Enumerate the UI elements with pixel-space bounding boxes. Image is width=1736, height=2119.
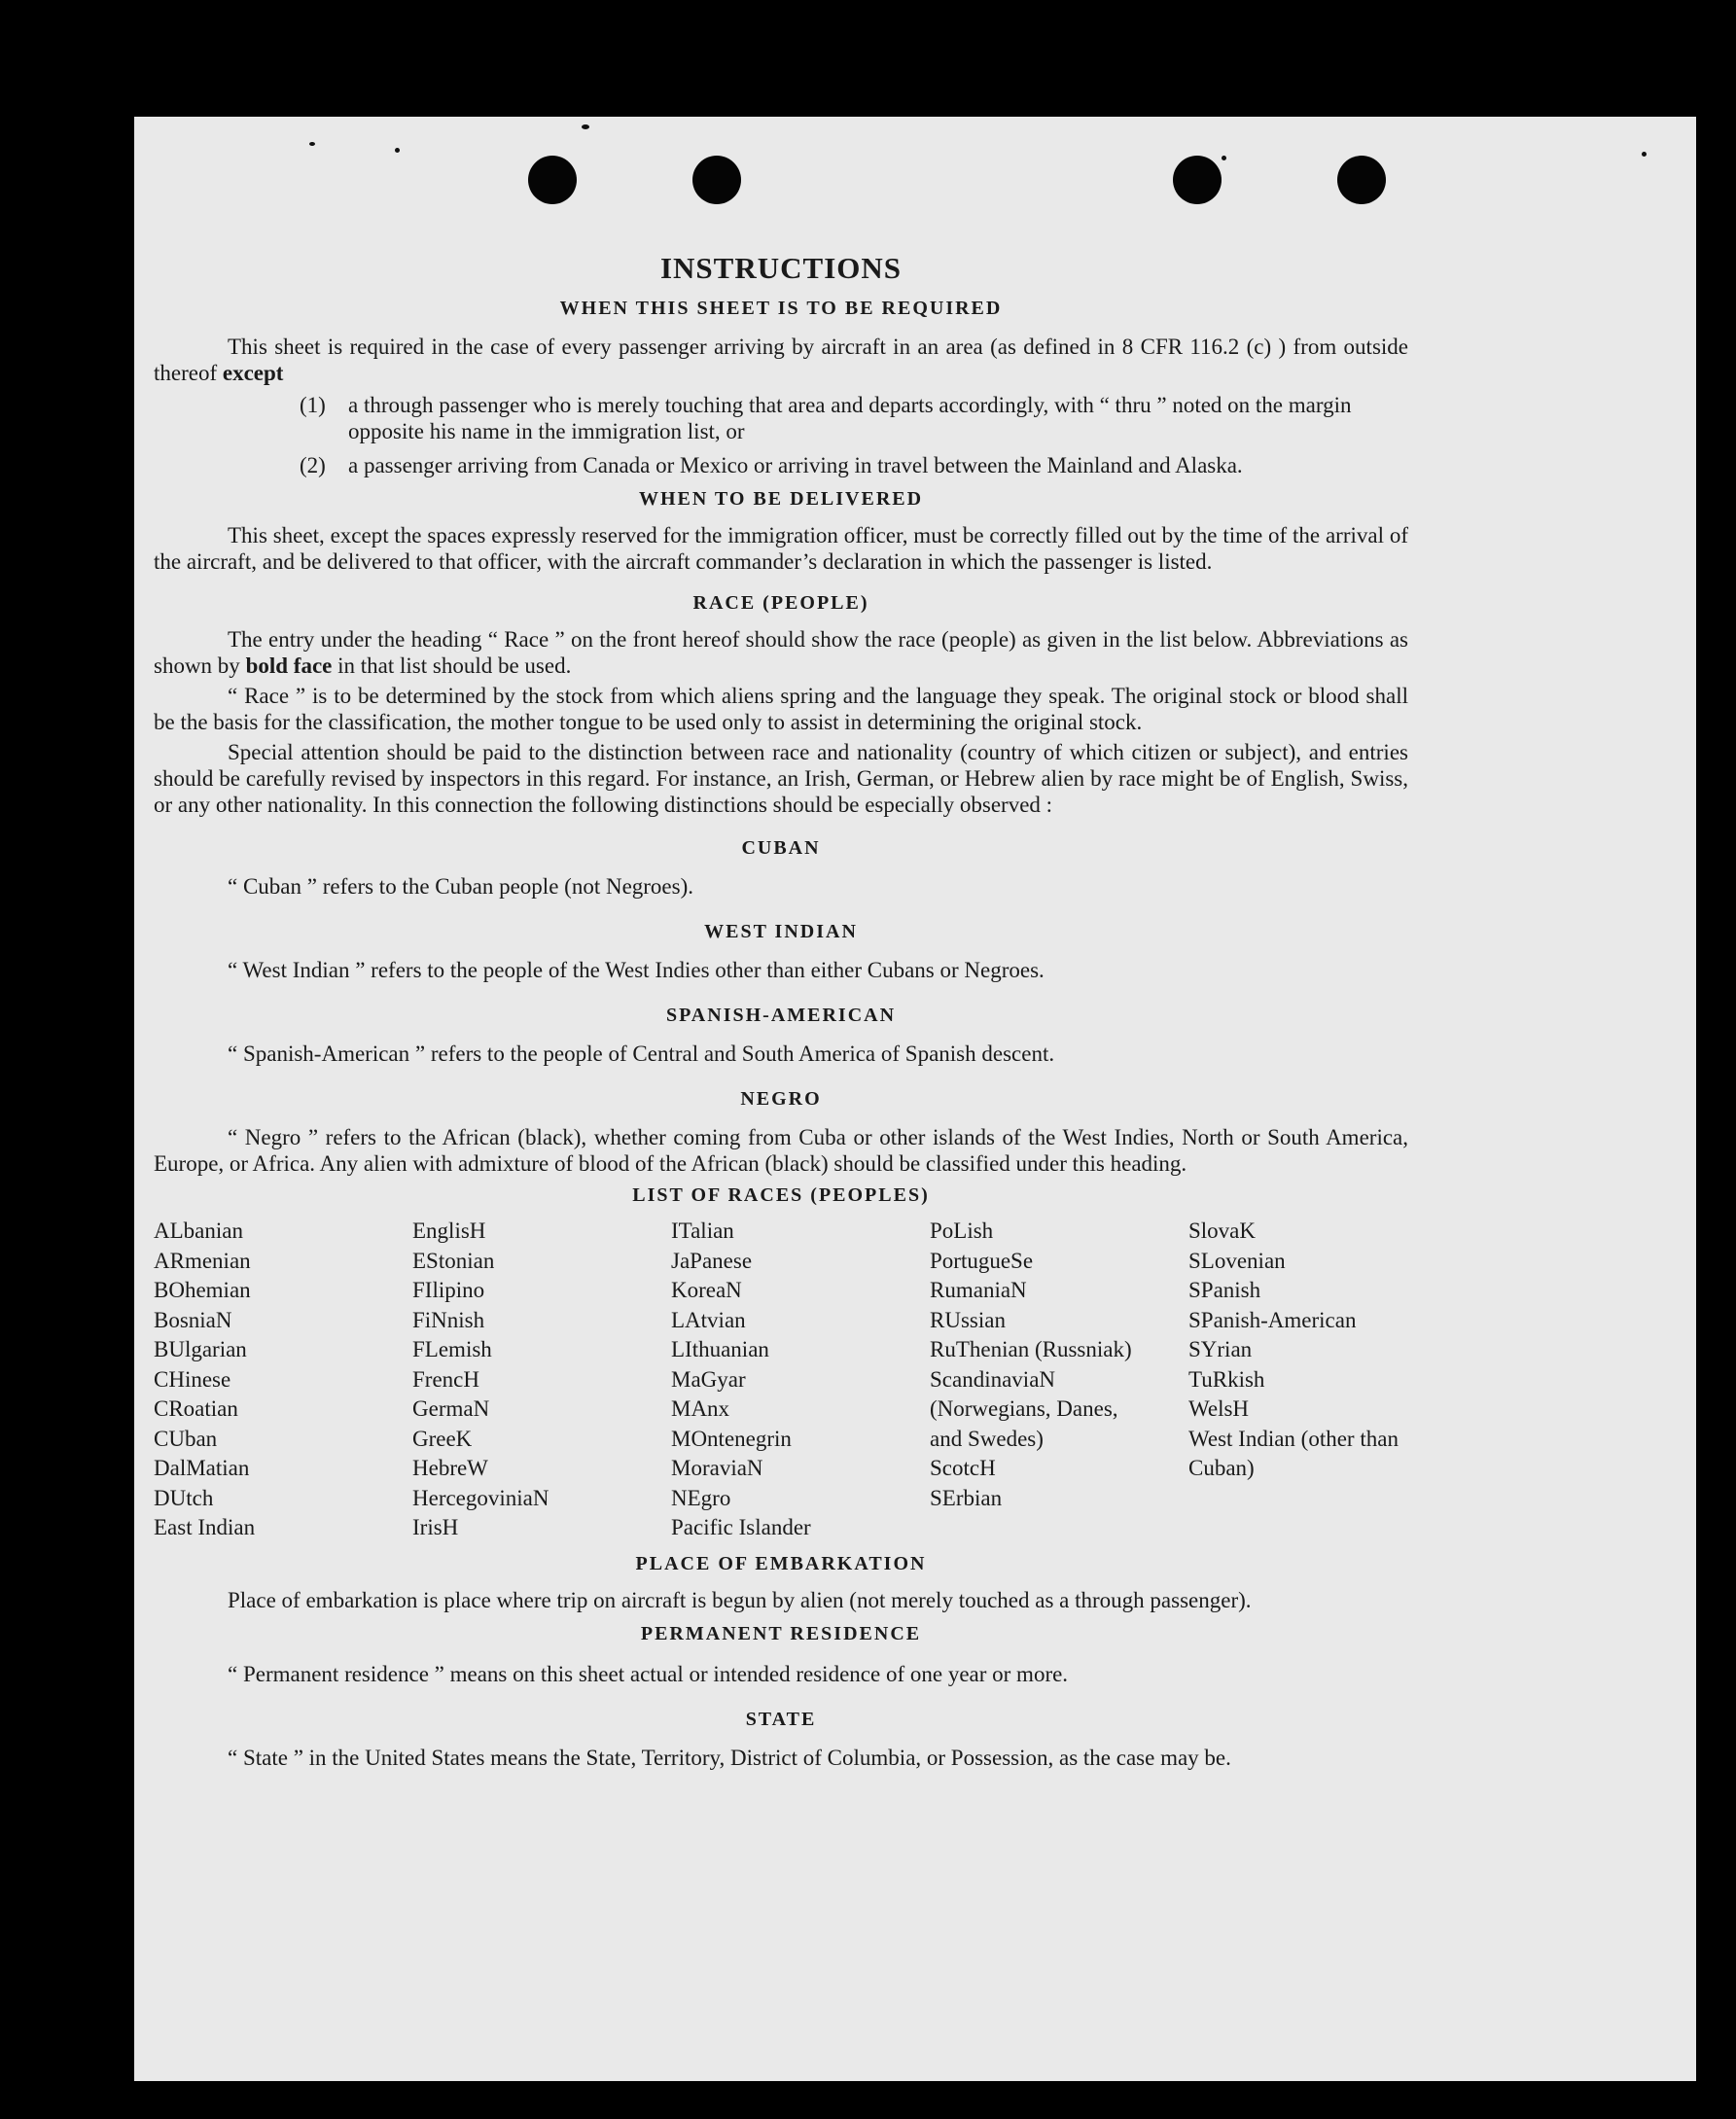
embarkation-text: Place of embarkation is place where trip on aircraft is begun by alien (not merely touched as a through passenger). bbox=[228, 1587, 1252, 1612]
race-entry: WelsH bbox=[1188, 1396, 1250, 1421]
race-entry: MaGyar bbox=[671, 1366, 746, 1392]
race-entry: RumaniaN bbox=[930, 1278, 1027, 1302]
race-entry: ARmenian bbox=[154, 1248, 251, 1273]
race-entry: HebreW bbox=[412, 1456, 488, 1480]
race-paragraph-1: The entry under the heading “ Race ” on the front hereof should show the race (people) as given in the list below. Abbreviations as shown by bold face in that list should be used. bbox=[154, 627, 1408, 678]
race-entry: CRoatian bbox=[154, 1396, 238, 1421]
delivered-text: This sheet, except the spaces expressly reserved for the immigration officer, must be correctly filled out by the time of the arrival of the aircraft, and be delivered to that officer, with the aircraft commander’s declaration in which the passenger is listed. bbox=[154, 523, 1408, 574]
required-item: (2) a passenger arriving from Canada or Mexico or arriving in travel between the Mainland and Alaska. bbox=[300, 453, 1243, 477]
race-entry: SPanish bbox=[1188, 1278, 1261, 1302]
race-entry: PoLish bbox=[930, 1218, 994, 1243]
race-entry: SLovenian bbox=[1188, 1248, 1286, 1273]
race-entry: RUssian bbox=[930, 1307, 1006, 1332]
race-entry: ScandinaviaN (Norwegians, Danes, and Swedes) bbox=[930, 1366, 1118, 1451]
race-entry: GermaN bbox=[412, 1396, 490, 1421]
race-list bbox=[154, 1217, 1408, 1543]
instructions-content bbox=[154, 136, 1408, 1771]
speck bbox=[582, 124, 589, 129]
race-entry: CHinese bbox=[154, 1366, 231, 1392]
race-entry: PortugueSe bbox=[930, 1248, 1034, 1273]
race-entry: NEgro bbox=[671, 1485, 731, 1510]
heading-negro: NEGRO bbox=[740, 1088, 822, 1110]
race-entry: FLemish bbox=[412, 1337, 492, 1361]
heading-race: RACE (PEOPLE) bbox=[692, 592, 869, 614]
race-entry: JaPanese bbox=[671, 1248, 753, 1273]
race-entry: IrisH bbox=[412, 1515, 459, 1539]
race-entry: EStonian bbox=[412, 1248, 495, 1273]
race-column bbox=[154, 1217, 412, 1543]
negro-text: “ Negro ” refers to the African (black), whether coming from Cuba or other islands of the West Indies, North or South America, Europe, or Africa. Any alien with admixture of blood of the African (black) should be classified under this heading. bbox=[154, 1125, 1408, 1176]
residence-text: “ Permanent residence ” means on this sheet actual or intended residence of one year or more. bbox=[228, 1661, 1069, 1686]
race-entry: HercegoviniaN bbox=[412, 1485, 549, 1510]
race-entry: EnglisH bbox=[412, 1218, 486, 1243]
race-entry: MoraviaN bbox=[671, 1456, 763, 1480]
race-entry: East Indian bbox=[154, 1515, 256, 1539]
race-entry: FIlipino bbox=[412, 1278, 485, 1302]
race-column bbox=[1188, 1217, 1412, 1543]
race-entry: TuRkish bbox=[1188, 1366, 1265, 1392]
race-entry: ALbanian bbox=[154, 1218, 243, 1243]
race-entry: BOhemian bbox=[154, 1278, 251, 1302]
race-entry: BosniaN bbox=[154, 1307, 232, 1332]
race-entry: SErbian bbox=[930, 1485, 1003, 1510]
race-entry: CUban bbox=[154, 1426, 218, 1451]
heading-west-indian: WEST INDIAN bbox=[704, 921, 858, 942]
heading-delivered: WHEN TO BE DELIVERED bbox=[638, 488, 924, 510]
race-entry: SYrian bbox=[1188, 1337, 1253, 1361]
page-title: INSTRUCTIONS bbox=[659, 251, 902, 285]
heading-spanish-american: SPANISH-AMERICAN bbox=[665, 1005, 897, 1026]
race-column bbox=[671, 1217, 930, 1543]
race-entry: RuThenian (Russniak) bbox=[930, 1337, 1132, 1361]
speck bbox=[1642, 152, 1647, 157]
race-entry: SlovaK bbox=[1188, 1218, 1256, 1243]
race-entry: BUlgarian bbox=[154, 1337, 247, 1361]
race-entry: LIthuanian bbox=[671, 1337, 769, 1361]
race-entry: MOntenegrin bbox=[671, 1426, 792, 1451]
race-column bbox=[930, 1217, 1188, 1543]
heading-required: WHEN THIS SHEET IS TO BE REQUIRED bbox=[559, 298, 1003, 319]
heading-cuban: CUBAN bbox=[741, 837, 821, 859]
spanish-american-text: “ Spanish-American ” refers to the people of Central and South America of Spanish descent. bbox=[228, 1042, 1055, 1066]
race-entry: MAnx bbox=[671, 1396, 730, 1421]
race-column bbox=[412, 1217, 671, 1543]
race-entry: FiNnish bbox=[412, 1307, 485, 1332]
race-entry: LAtvian bbox=[671, 1307, 746, 1332]
race-entry: GreeK bbox=[412, 1426, 473, 1451]
heading-state: STATE bbox=[745, 1708, 817, 1730]
heading-embarkation: PLACE OF EMBARKATION bbox=[635, 1552, 927, 1574]
state-text: “ State ” in the United States means the State, Territory, District of Columbia, or Possession, as the case may be. bbox=[228, 1745, 1231, 1770]
race-entry: SPanish-American bbox=[1188, 1307, 1357, 1332]
heading-permanent-residence: PERMANENT RESIDENCE bbox=[640, 1622, 922, 1644]
race-paragraph-3: Special attention should be paid to the distinction between race and nationality (country of which citizen or subject), and entries should be carefully revised by inspectors in this regard. For instance, an Irish, German, or Hebrew alien by race might be of English, Swiss, or any other nationality. In this connection the following distinctions should be especially observed : bbox=[154, 740, 1408, 817]
required-intro: This sheet is required in the case of every passenger arriving by aircraft in an area (as defined in 8 CFR 116.2 (c) ) from outside thereof except bbox=[154, 335, 1408, 385]
cuban-text: “ Cuban ” refers to the Cuban people (not Negroes). bbox=[228, 874, 694, 899]
heading-list-of-races: LIST OF RACES (PEOPLES) bbox=[632, 1184, 930, 1206]
race-entry: DalMatian bbox=[154, 1456, 250, 1480]
race-entry: ITalian bbox=[671, 1218, 734, 1243]
race-entry: ScotcH bbox=[930, 1456, 996, 1480]
race-entry: FrencH bbox=[412, 1366, 479, 1392]
race-entry: West Indian (other than Cuban) bbox=[1188, 1426, 1399, 1480]
race-entry: Pacific Islander bbox=[671, 1515, 811, 1539]
race-entry: KoreaN bbox=[671, 1278, 742, 1302]
race-entry: DUtch bbox=[154, 1485, 214, 1510]
race-paragraph-2: “ Race ” is to be determined by the stock from which aliens spring and the language they speak. The original stock or blood shall be the basis for the classification, the mother tongue to be used only to assist in determining the original stock. bbox=[154, 684, 1408, 734]
required-item: (1) a through passenger who is merely touching that area and departs accordingly, with “ thru ” noted on the margin opposite his name in the immigration list, or bbox=[300, 393, 1352, 443]
west-indian-text: “ West Indian ” refers to the people of the West Indies other than either Cubans or Negroes. bbox=[228, 958, 1045, 982]
